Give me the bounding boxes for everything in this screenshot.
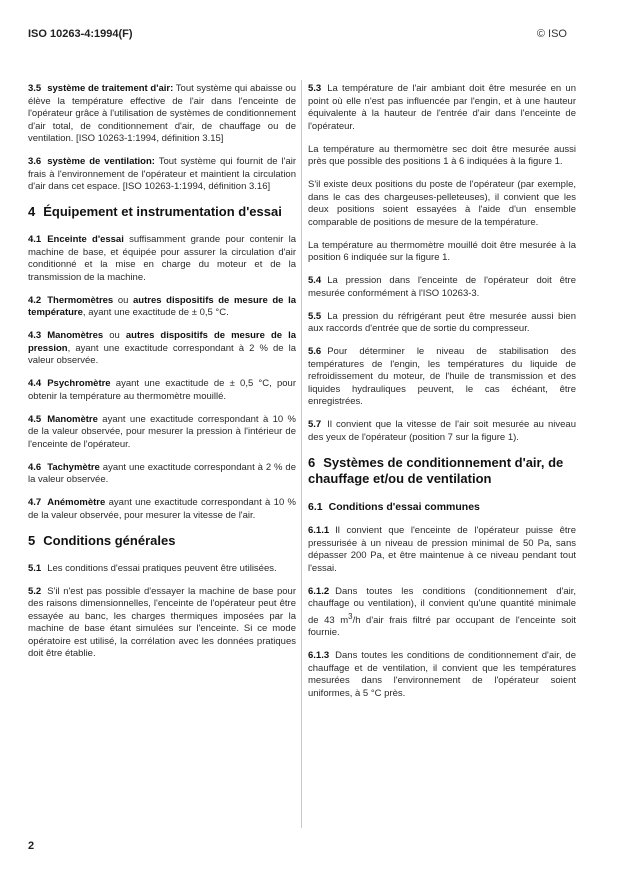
- clause-5-3: 5.3 La température de l'air ambiant doit être mesurée en un point où elle n'est pas influencée par l'engin, et à une hauteur équivalente à la hauteur de l'entrée d'air dans l'enceinte de l'opérateur.: [308, 83, 576, 132]
- clause-4-1: 4.1 Enceinte d'essai suffisamment grande pour contenir la machine de base, et équipée pour assurer la circulation d'air conditionné et la mise en charge du moteur et de la transmission de la machine.: [28, 234, 296, 283]
- clause-6-1-1: 6.1.1 Il convient que l'enceinte de l'opérateur puisse être pressurisée à un niveau de pression minimal de 50 Pa, sans dépasser 200 Pa, et être maintenue à ce niveau pendant tout l'essai.: [308, 525, 576, 574]
- document-id: ISO 10263-4:1994(F): [28, 28, 133, 40]
- clause-5-6: 5.6 Pour déterminer le niveau de stabilisation des températures de l'engin, les températures du liquide de refroidissement du moteur, de l'huile de transmission et des liquides hydrauliques peuvent, le cas échéant, être enregistrées.: [308, 346, 576, 407]
- clause-5-1: 5.1 Les conditions d'essai pratiques peuvent être utilisées.: [28, 562, 277, 574]
- clause-5-2: 5.2 S'il n'est pas possible d'essayer la machine de base pour des raisons dimensionnelles, l'enceinte de l'opérateur peut être essayée au banc, les charges thermiques imposées par la machine de base étant simulées sur l'enceinte. Si ce mode opératoire est utilisé, la corrélation avec les données pratiques doit être établie.: [28, 585, 296, 659]
- section-heading-4: 4 Équipement et instrumentation d'essai: [28, 204, 282, 219]
- clause-4-2: 4.2 Thermomètres ou autres dispositifs de mesure de la température, ayant une exactitude de ± 0,5 °C.: [28, 294, 296, 318]
- clause-5-3-dry-bulb: La température au thermomètre sec doit être mesurée aussi près que possible des positions 1 à 6 indiquées à la figure 1.: [308, 143, 576, 167]
- clause-6-1-2: 6.1.2 Dans toutes les conditions (conditionnement d'air, chauffage ou ventilation), il convient qu'une quantité minimale de 43 $m^3/h$ d'air frais filtré par occupant de l'enceinte soit fournie.: [308, 585, 576, 639]
- clause-6-1-3: 6.1.3 Dans toutes les conditions de conditionnement d'air, de chauffage et de ventilation, il convient que les températures mesurées dans l'environnement de l'opérateur soient uniformes, à 5 °C près.: [308, 650, 576, 699]
- right-column: [308, 83, 576, 711]
- clause-4-3: 4.3 Manomètres ou autres dispositifs de mesure de la pression, ayant une exactitude correspondant à 2 % de la valeur observée.: [28, 330, 296, 366]
- clause-5-7: 5.7 Il convient que la vitesse de l'air soit mesurée au niveau des yeux de l'opérateur (position 7 sur la figure 1).: [308, 419, 576, 443]
- clause-4-4: 4.4 Psychromètre ayant une exactitude de ± 0,5 °C, pour obtenir la température au thermomètre mouillé.: [28, 378, 296, 402]
- definition-3-6: 3.6 système de ventilation: Tout système qui fournit de l'air frais à l'environnement de l'opérateur et maintient la circulation d'air dans cet espace. [ISO 10263-1:1994, définition 3.16]: [28, 156, 297, 192]
- clause-5-4: 5.4 La pression dans l'enceinte de l'opérateur doit être mesurée conformément à l'ISO 10263-3.: [308, 275, 576, 299]
- clause-4-7: 4.7 Anémomètre ayant une exactitude correspondant à 10 % de la valeur observée, pour mesurer la vitesse de l'air.: [28, 497, 296, 521]
- section-heading-6: 6 Systèmes de conditionnement d'air, de chauffage et/ou de ventilation: [308, 454, 564, 486]
- clause-5-3-wet-bulb: La température au thermomètre mouillé doit être mesurée à la position 6 indiquée sur la figure 1.: [308, 239, 576, 263]
- clause-5-3-two-positions: S'il existe deux positions du poste de l'opérateur (par exemple, dans le cas des chargeuses-pelleteuses), il convient que les deux positions soient essayées à l'aide d'un ensemble comparable de positions de mesure de la température.: [308, 179, 576, 228]
- left-column: [28, 83, 296, 671]
- subsection-heading-6-1: 6.1 Conditions d'essai communes: [308, 500, 480, 513]
- section-heading-5: 5 Conditions générales: [28, 532, 176, 548]
- clause-5-5: 5.5 La pression du réfrigérant peut être mesurée aussi bien aux raccords d'entrée que de sortie du compresseur.: [308, 310, 576, 334]
- clause-4-6: 4.6 Tachymètre ayant une exactitude correspondant à 2 % de la valeur observée.: [28, 461, 296, 485]
- column-divider: [301, 80, 302, 828]
- definition-3-5: 3.5 système de traitement d'air: Tout système qui abaisse ou élève la température effective de l'air dans l'enceinte de l'opérateur grâce à l'utilisation de systèmes de conditionnement d'air total, de conditionnement d'air, de chauffage ou de ventilation. [ISO 10263-1:1994, définition 3.15]: [28, 83, 296, 144]
- page-number: 2: [28, 840, 35, 852]
- copyright-mark: © ISO: [536, 28, 567, 40]
- clause-4-5: 4.5 Manomètre ayant une exactitude correspondant à 10 % de la valeur observée, pour mesurer la pression à l'intérieur de l'enceinte de l'opérateur.: [28, 413, 296, 450]
